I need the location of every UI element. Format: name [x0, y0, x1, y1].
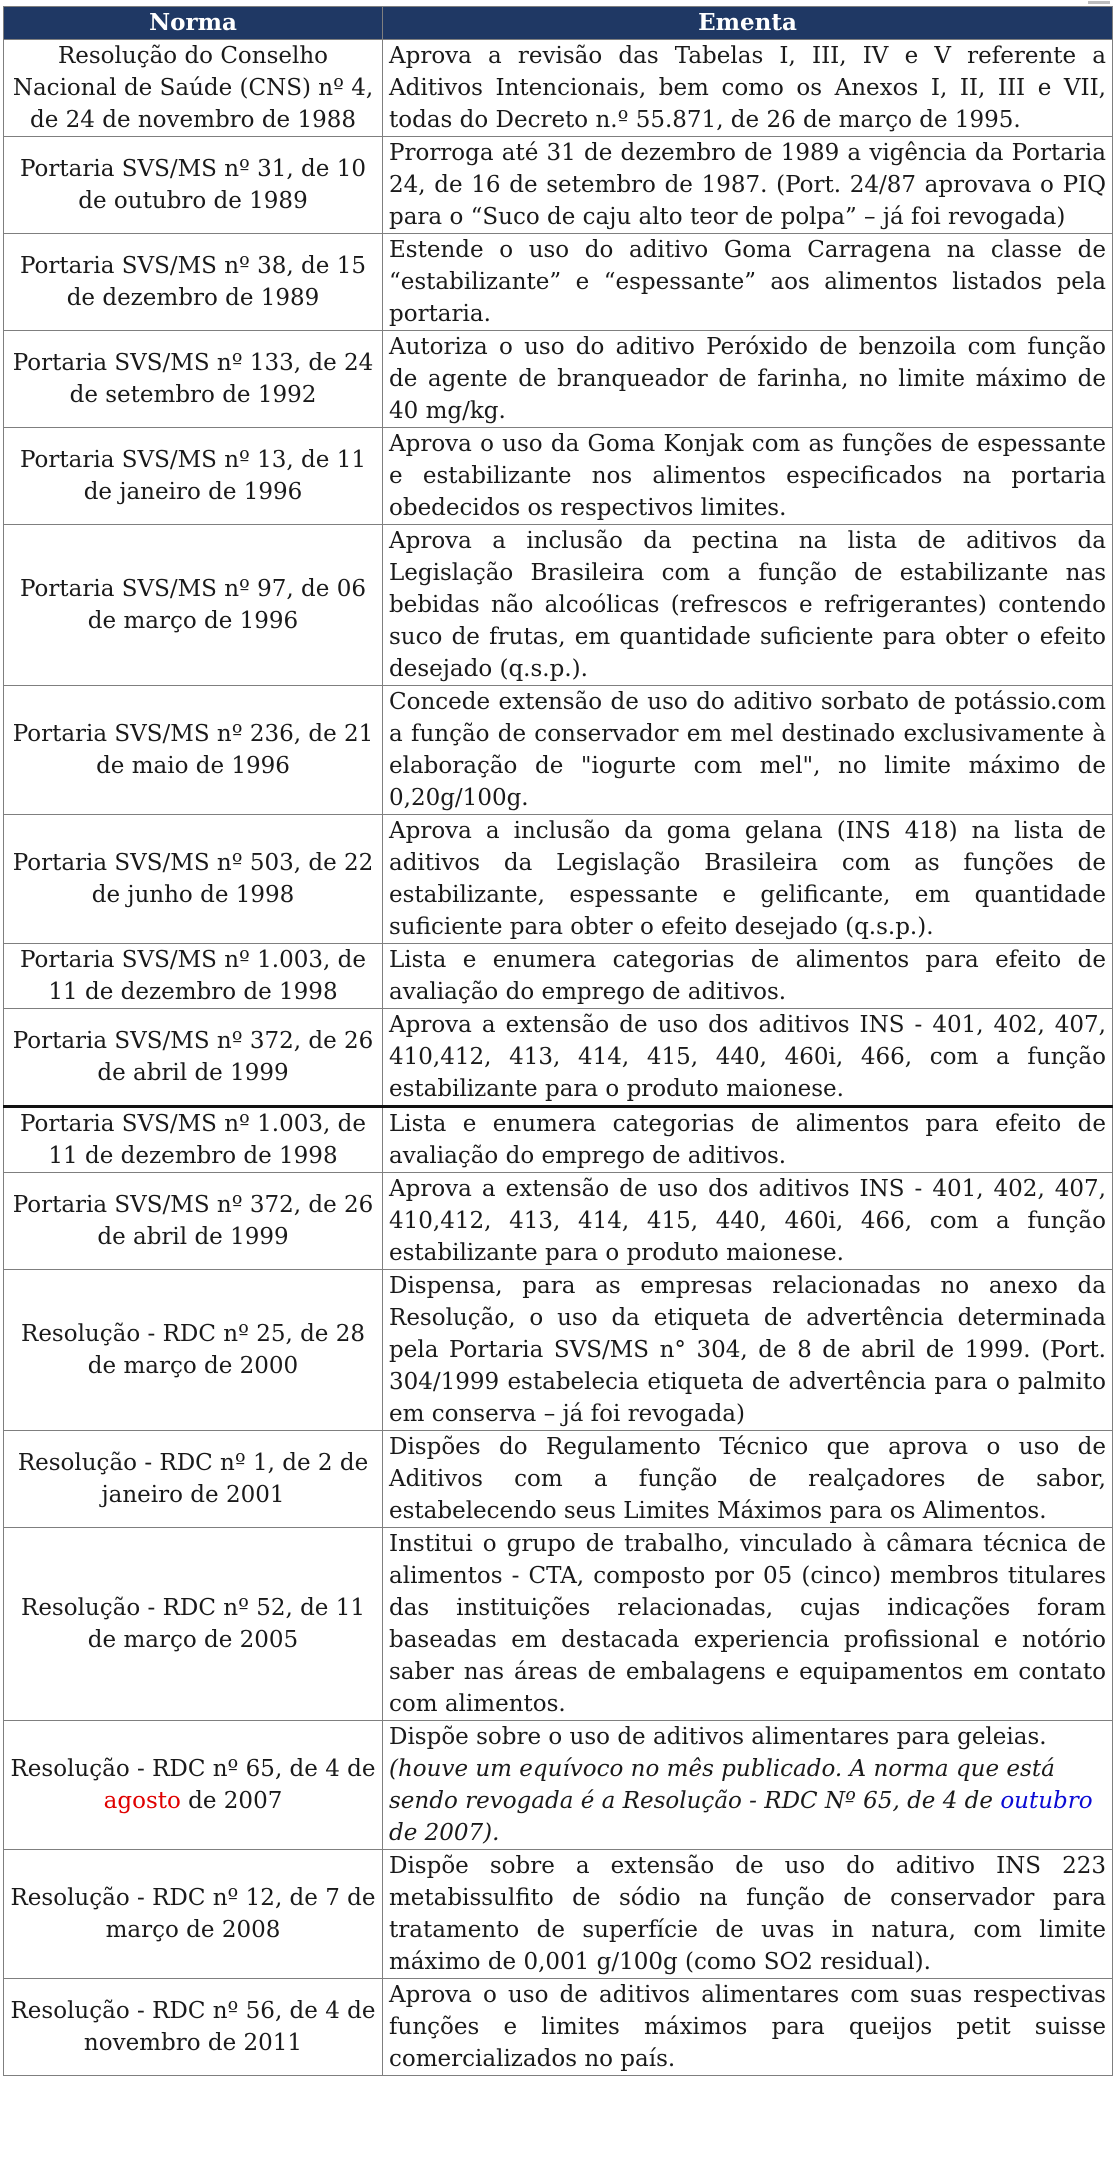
ementa-cell: Dispõe sobre a extensão de uso do aditivo INS 223 metabissulfito de sódio na função de conservador para tratamento de superfície de uvas in natura, com limite máximo de 0,001 g/100g (como SO2 residual).	[383, 1850, 1113, 1979]
norma-cell: Portaria SVS/MS nº 38, de 15 de dezembro de 1989	[4, 234, 383, 331]
norma-cell	[4, 1721, 383, 1850]
ementa-cell: Aprova a inclusão da pectina na lista de aditivos da Legislação Brasileira com a função de estabilizante nas bebidas não alcoólicas (refrescos e refrigerantes) contendo suco de frutas, em quantidade suficiente para obter o efeito desejado (q.s.p.).	[383, 525, 1113, 686]
norma-cell: Portaria SVS/MS nº 31, de 10 de outubro de 1989	[4, 137, 383, 234]
table-row	[4, 686, 1113, 815]
ementa-cell: Prorroga até 31 de dezembro de 1989 a vigência da Portaria 24, de 16 de setembro de 1987. (Port. 24/87 aprovava o PIQ para o “Suco de caju alto teor de polpa” – já foi revogada)	[383, 137, 1113, 234]
norma-cell: Portaria SVS/MS nº 503, de 22 de junho de 1998	[4, 815, 383, 944]
table-row	[4, 944, 1113, 1009]
table-row	[4, 137, 1113, 234]
table-row	[4, 1850, 1113, 1979]
norma-cell: Portaria SVS/MS nº 97, de 06 de março de 1996	[4, 525, 383, 686]
note-text-pre: (houve um equívoco no mês publicado. A norma que está sendo revogada é a Resolução - RDC Nº 65, de 4 de	[389, 1756, 1055, 1814]
norma-text-post: de 2007	[180, 1788, 283, 1814]
ementa-cell: Autoriza o uso do aditivo Peróxido de benzoila com função de agente de branqueador de farinha, no limite máximo de 40 mg/kg.	[383, 331, 1113, 428]
table-row	[4, 525, 1113, 686]
table-row	[4, 815, 1113, 944]
table-row	[4, 428, 1113, 525]
table-row	[4, 331, 1113, 428]
norma-cell: Portaria SVS/MS nº 13, de 11 de janeiro de 1996	[4, 428, 383, 525]
ementa-cell: Aprova a extensão de uso dos aditivos INS - 401, 402, 407, 410,412, 413, 414, 415, 440, 460i, 466, com a função estabilizante para o produto maionese.	[383, 1009, 1113, 1107]
note-text-post: de 2007).	[389, 1820, 500, 1846]
ementa-cell	[383, 1721, 1113, 1850]
ementa-cell: Aprova o uso de aditivos alimentares com suas respectivas funções e limites máximos para queijos petit suisse comercializados no país.	[383, 1979, 1113, 2076]
ementa-cell: Aprova a extensão de uso dos aditivos INS - 401, 402, 407, 410,412, 413, 414, 415, 440, 460i, 466, com a função estabilizante para o produto maionese.	[383, 1173, 1113, 1270]
table-row	[4, 1979, 1113, 2076]
table-row	[4, 1107, 1113, 1173]
ementa-note	[389, 1753, 1106, 1849]
norma-cell: Resolução - RDC nº 52, de 11 de março de 2005	[4, 1528, 383, 1721]
norma-cell: Portaria SVS/MS nº 1.003, de 11 de dezembro de 1998	[4, 1107, 383, 1173]
norma-cell: Resolução - RDC nº 56, de 4 de novembro de 2011	[4, 1979, 383, 2076]
norma-cell: Resolução - RDC nº 1, de 2 de janeiro de 2001	[4, 1431, 383, 1528]
norma-cell: Portaria SVS/MS nº 1.003, de 11 de dezembro de 1998	[4, 944, 383, 1009]
ementa-cell: Institui o grupo de trabalho, vinculado à câmara técnica de alimentos - CTA, composto por 05 (cinco) membros titulares das instituições relacionadas, cujas indicações foram baseadas em destacada experiencia profissional e notório saber nas áreas de embalagens e equipamentos em contato com alimentos.	[383, 1528, 1113, 1721]
table-row	[4, 1270, 1113, 1431]
corner-mark	[1088, 1, 1110, 4]
norma-text-pre: Resolução - RDC nº 65, de 4 de	[10, 1756, 376, 1782]
ementa-cell: Aprova a inclusão da goma gelana (INS 418) na lista de aditivos da Legislação Brasileira com as funções de estabilizante, espessante e gelificante, em quantidade suficiente para obter o efeito desejado (q.s.p.).	[383, 815, 1113, 944]
ementa-cell: Estende o uso do aditivo Goma Carragena na classe de “estabilizante” e “espessante” aos alimentos listados pela portaria.	[383, 234, 1113, 331]
table-row	[4, 1009, 1113, 1107]
norma-cell: Portaria SVS/MS nº 133, de 24 de setembro de 1992	[4, 331, 383, 428]
norma-month-red: agosto	[103, 1788, 181, 1814]
ementa-cell: Aprova a revisão das Tabelas I, III, IV e V referente a Aditivos Intencionais, bem como os Anexos I, II, III e VII, todas do Decreto n.º 55.871, de 26 de março de 1995.	[383, 40, 1113, 137]
table-row	[4, 1721, 1113, 1850]
table-row	[4, 234, 1113, 331]
ementa-cell: Concede extensão de uso do aditivo sorbato de potássio.com a função de conservador em mel destinado exclusivamente à elaboração de "iogurte com mel", no limite máximo de 0,20g/100g.	[383, 686, 1113, 815]
table-row	[4, 40, 1113, 137]
table-row	[4, 1431, 1113, 1528]
ementa-cell: Lista e enumera categorias de alimentos para efeito de avaliação do emprego de aditivos.	[383, 944, 1113, 1009]
table-row	[4, 1528, 1113, 1721]
header-ementa: Ementa	[383, 7, 1113, 40]
ementa-text: Dispõe sobre o uso de aditivos alimentares para geleias.	[389, 1724, 1047, 1750]
header-row	[4, 7, 1113, 40]
norma-cell: Portaria SVS/MS nº 372, de 26 de abril de 1999	[4, 1009, 383, 1107]
ementa-cell: Lista e enumera categorias de alimentos para efeito de avaliação do emprego de aditivos.	[383, 1107, 1113, 1173]
norma-cell: Portaria SVS/MS nº 372, de 26 de abril de 1999	[4, 1173, 383, 1270]
table-row	[4, 1173, 1113, 1270]
norms-table	[3, 6, 1113, 2076]
norma-cell: Portaria SVS/MS nº 236, de 21 de maio de 1996	[4, 686, 383, 815]
norma-cell: Resolução do Conselho Nacional de Saúde (CNS) nº 4, de 24 de novembro de 1988	[4, 40, 383, 137]
norma-cell: Resolução - RDC nº 12, de 7 de março de 2008	[4, 1850, 383, 1979]
norma-cell: Resolução - RDC nº 25, de 28 de março de 2000	[4, 1270, 383, 1431]
ementa-cell: Dispensa, para as empresas relacionadas no anexo da Resolução, o uso da etiqueta de advertência determinada pela Portaria SVS/MS n° 304, de 8 de abril de 1999. (Port. 304/1999 estabelecia etiqueta de advertência para o palmito em conserva – já foi revogada)	[383, 1270, 1113, 1431]
note-month-blue: outubro	[1000, 1788, 1093, 1814]
ementa-cell: Dispões do Regulamento Técnico que aprova o uso de Aditivos com a função de realçadores de sabor, estabelecendo seus Limites Máximos para os Alimentos.	[383, 1431, 1113, 1528]
header-norma: Norma	[4, 7, 383, 40]
ementa-cell: Aprova o uso da Goma Konjak com as funções de espessante e estabilizante nos alimentos especificados na portaria obedecidos os respectivos limites.	[383, 428, 1113, 525]
